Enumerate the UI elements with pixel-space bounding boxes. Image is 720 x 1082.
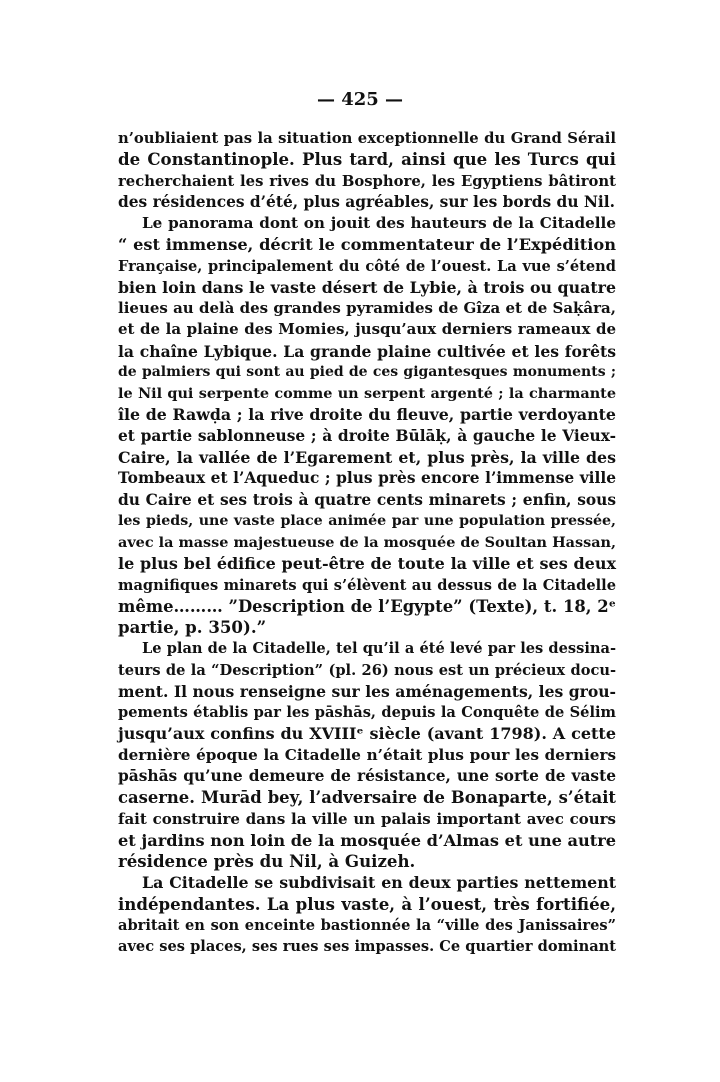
text-line: des résidences d’été, plus agréables, sur les bords du Nil.: [118, 192, 615, 211]
text-line: résidence près du Nil, à Guizeh.: [118, 851, 416, 872]
text-line: fait construire dans la ville un palais important avec cours: [118, 809, 616, 828]
text-line: et partie sablonneuse ; à droite Būlāḳ, à gauche le Vieux-: [118, 426, 616, 445]
text-line: même……… ”Description de l’Egypte” (Texte), t. 18, 2ᵉ: [118, 596, 616, 616]
text-line: Caire, la vallée de l’Egarement et, plus près, la ville des: [118, 447, 616, 467]
text-line: indépendantes. La plus vaste, à l’ouest, très fortifiée,: [118, 893, 616, 914]
text-line: le plus bel édifice peut-être de toute la ville et ses deux: [118, 554, 616, 574]
text-line: bien loin dans le vaste désert de Lybie, à trois ou quatre: [118, 277, 616, 297]
text-line: de Constantinople. Plus tard, ainsi que les Turcs qui: [118, 149, 616, 170]
body-text: [118, 128, 616, 957]
text-line: pāshās qu’une demeure de résistance, une sorte de vaste: [118, 766, 616, 785]
text-line: pements établis par les pāshās, depuis la Conquête de Sélim: [118, 704, 616, 722]
text-line: La Citadelle se subdivisait en deux parties nettement: [142, 873, 616, 893]
text-line: Française, principalement du côté de l’ouest. La vue s’étend: [118, 257, 616, 275]
text-line: avec la masse majestueuse de la mosquée de Soultan Hassan,: [118, 534, 616, 552]
text-line: dernière époque la Citadelle n’était plus pour les derniers: [118, 745, 616, 764]
text-line: le Nil qui serpente comme un serpent argenté ; la charmante: [118, 385, 616, 403]
text-line: Tombeaux et l’Aqueduc ; plus près encore l’immense ville: [118, 469, 616, 488]
text-line: recherchaient les rives du Bosphore, les Egyptiens bâtiront: [118, 172, 616, 190]
text-line: teurs de la “Description” (pl. 26) nous est un précieux docu-: [118, 661, 616, 679]
text-line: jusqu’aux confins du XVIIIᵉ siècle (avant 1798). A cette: [118, 724, 616, 744]
text-line: abritait en son enceinte bastionnée la “ville des Janissaires”: [118, 916, 616, 934]
text-line: et jardins non loin de la mosquée d’Almas et une autre: [118, 830, 617, 850]
text-line: du Caire et ses trois à quatre cents minarets ; enfin, sous: [118, 490, 616, 509]
page-number: — 425 —: [316, 89, 404, 110]
text-line: Le panorama dont on jouit des hauteurs de la Citadelle: [142, 214, 616, 233]
text-line: magnifiques minarets qui s’élèvent au dessus de la Citadelle: [118, 576, 616, 594]
text-line: lieues au delà des grandes pyramides de Gîza et de Saḳâra,: [118, 299, 616, 318]
text-line: avec ses places, ses rues ses impasses. Ce quartier dominant: [118, 938, 616, 956]
text-line: et de la plaine des Momies, jusqu’aux derniers rameaux de: [118, 320, 616, 339]
text-line: de palmiers qui sont au pied de ces gigantesques monuments ;: [118, 363, 616, 380]
text-line: n’oubliaient pas la situation exceptionnelle du Grand Sérail: [118, 130, 616, 147]
text-line: ment. Il nous renseigne sur les aménagements, les grou-: [118, 681, 617, 701]
text-line: les pieds, une vaste place animée par une population pressée,: [118, 512, 616, 529]
text-line: île de Rawḍa ; la rive droite du fleuve, partie verdoyante: [118, 405, 616, 425]
text-line: “ est immense, décrit le commentateur de l’Expédition: [118, 235, 616, 255]
text-line: caserne. Murād bey, l’adversaire de Bonaparte, s’était: [118, 788, 616, 808]
text-line: partie, p. 350).”: [118, 617, 267, 638]
text-line: Le plan de la Citadelle, tel qu’il a été levé par les dessina-: [142, 640, 616, 658]
text-line: la chaîne Lybique. La grande plaine cultivée et les forêts: [118, 341, 616, 361]
